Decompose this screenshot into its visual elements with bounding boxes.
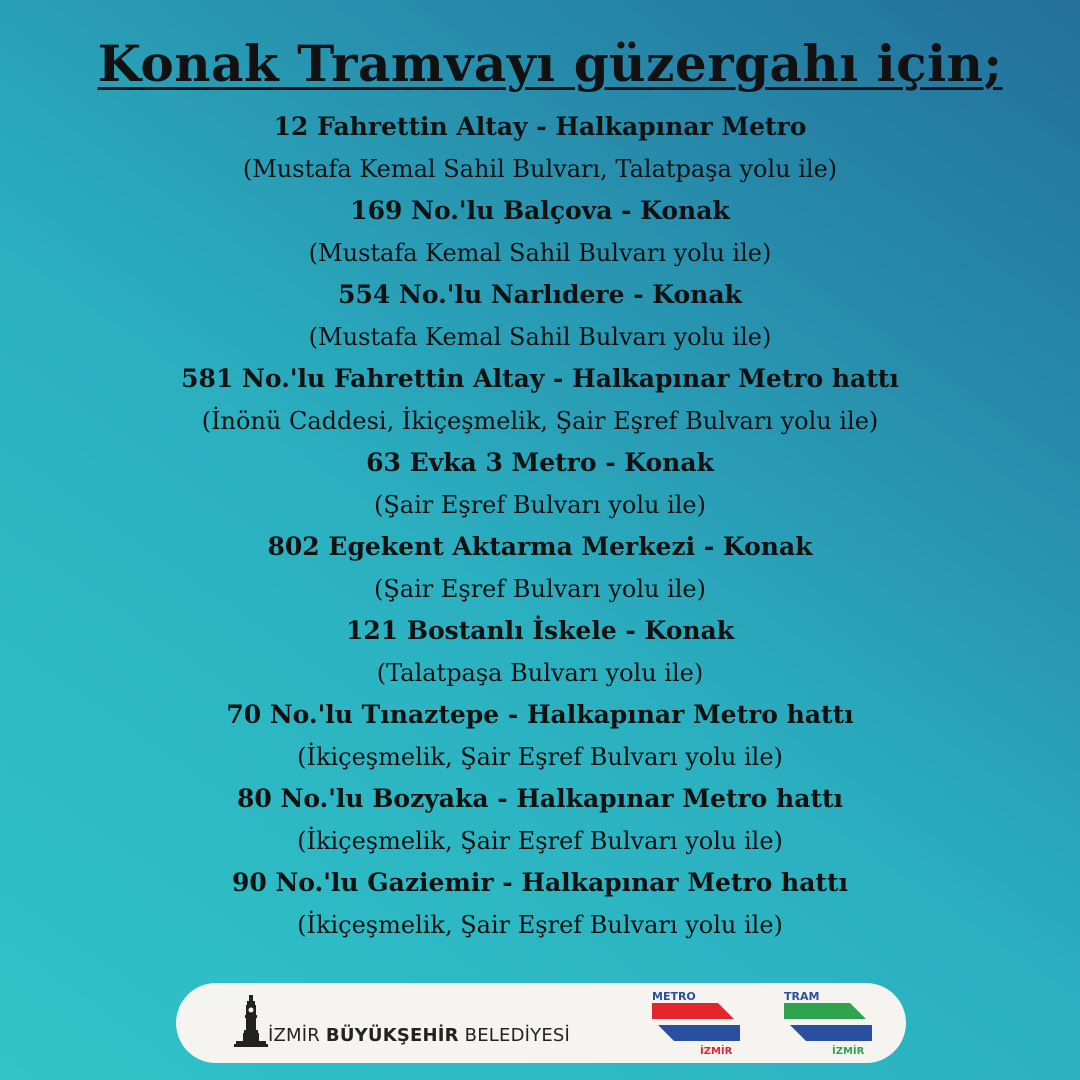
route-via: (İkiçeşmelik, Şair Eşref Bulvarı yolu ile) <box>297 911 783 939</box>
tram-logo-bottom-text: İZMİR <box>832 1046 865 1057</box>
route-via: (Mustafa Kemal Sahil Bulvarı yolu ile) <box>308 239 772 267</box>
route-via: (İkiçeşmelik, Şair Eşref Bulvarı yolu ile) <box>297 827 783 855</box>
route-name: 90 No.'lu Gaziemir - Halkapınar Metro hattı <box>231 868 849 897</box>
route-item <box>0 526 1080 610</box>
page-title: Konak Tramvayı güzergahı için; <box>97 34 1003 93</box>
route-item <box>0 442 1080 526</box>
route-name: 80 No.'lu Bozyaka - Halkapınar Metro hattı <box>236 784 844 813</box>
footer-logo-bar <box>176 983 906 1063</box>
municipality-name <box>268 1025 570 1046</box>
tram-logo-top-text: TRAM <box>784 990 820 1003</box>
clock-tower-icon <box>234 995 268 1047</box>
route-name: 169 No.'lu Balçova - Konak <box>350 196 730 225</box>
route-item <box>0 862 1080 946</box>
route-via: (İnönü Caddesi, İkiçeşmelik, Şair Eşref Bulvarı yolu ile) <box>201 407 879 435</box>
municipality-prefix: İZMİR <box>268 1025 320 1046</box>
metro-logo-top-text: METRO <box>652 990 696 1003</box>
route-list <box>0 106 1080 946</box>
metro-logo-bottom-text: İZMİR <box>700 1046 733 1057</box>
municipality-logo <box>234 995 570 1047</box>
route-name: 70 No.'lu Tınaztepe - Halkapınar Metro hattı <box>226 700 854 729</box>
route-item <box>0 106 1080 190</box>
route-via: (İkiçeşmelik, Şair Eşref Bulvarı yolu ile) <box>297 743 783 771</box>
route-name: 63 Evka 3 Metro - Konak <box>366 448 714 477</box>
route-name: 554 No.'lu Narlıdere - Konak <box>338 280 742 309</box>
route-via: (Talatpaşa Bulvarı yolu ile) <box>376 659 704 687</box>
route-via: (Şair Eşref Bulvarı yolu ile) <box>373 575 706 603</box>
route-item <box>0 190 1080 274</box>
route-item <box>0 274 1080 358</box>
route-via: (Mustafa Kemal Sahil Bulvarı, Talatpaşa yolu ile) <box>242 155 838 183</box>
route-name: 581 No.'lu Fahrettin Altay - Halkapınar Metro hattı <box>181 364 899 393</box>
metro-logo-icon <box>648 989 744 1057</box>
tram-logo-icon <box>780 989 876 1057</box>
route-item <box>0 778 1080 862</box>
route-via: (Mustafa Kemal Sahil Bulvarı yolu ile) <box>308 323 772 351</box>
route-via: (Şair Eşref Bulvarı yolu ile) <box>373 491 706 519</box>
municipality-suffix: BELEDİYESİ <box>464 1025 571 1046</box>
route-name: 12 Fahrettin Altay - Halkapınar Metro <box>273 112 807 141</box>
municipality-bold: BÜYÜKŞEHİR <box>325 1025 459 1046</box>
route-name: 121 Bostanlı İskele - Konak <box>345 616 735 645</box>
route-item <box>0 610 1080 694</box>
route-item <box>0 358 1080 442</box>
route-item <box>0 694 1080 778</box>
route-name: 802 Egekent Aktarma Merkezi - Konak <box>267 532 813 561</box>
